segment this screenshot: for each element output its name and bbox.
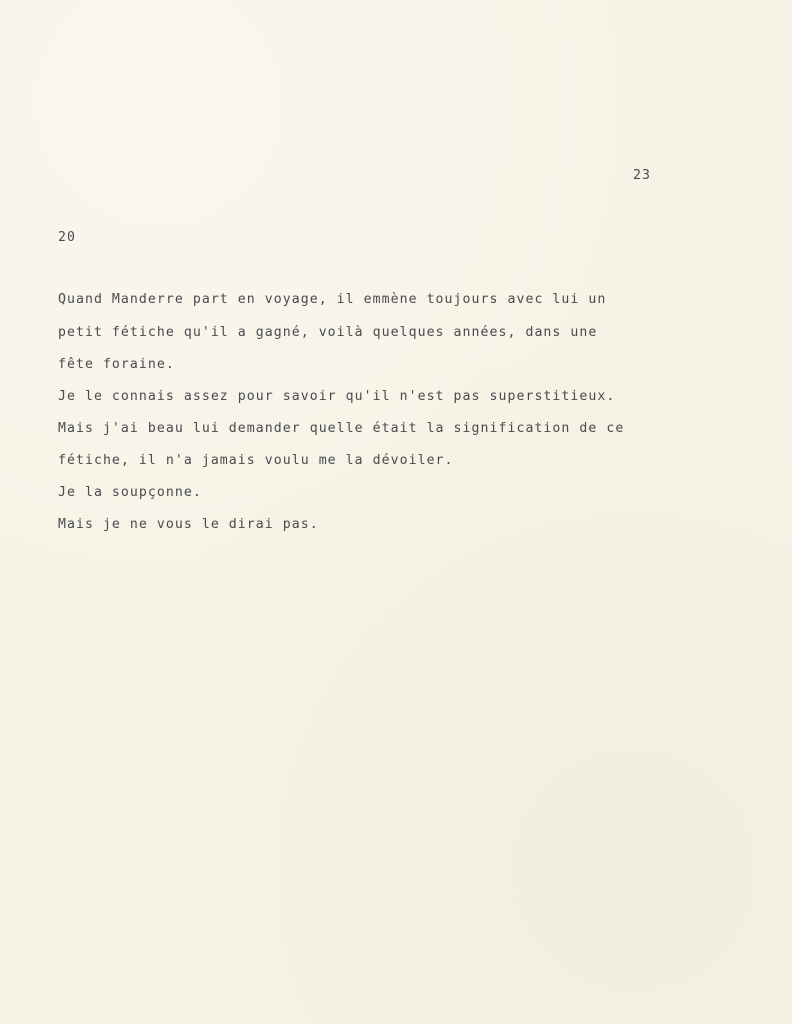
text-line: Mais je ne vous le dirai pas.: [58, 517, 319, 532]
text-line: Quand Manderre part en voyage, il emmène toujours avec lui un: [58, 292, 607, 307]
body-text: [58, 292, 625, 532]
section-number: 20: [58, 230, 76, 245]
text-line: fétiche, il n'a jamais voulu me la dévoiler.: [58, 453, 454, 468]
text-line: petit fétiche qu'il a gagné, voilà quelques années, dans une: [58, 325, 598, 340]
text-line: Mais j'ai beau lui demander quelle était la signification de ce: [58, 421, 625, 436]
page-number: 23: [633, 168, 651, 183]
text-line: fête foraine.: [58, 357, 175, 372]
text-line: Je la soupçonne.: [58, 485, 202, 500]
text-line: Je le connais assez pour savoir qu'il n'est pas superstitieux.: [58, 389, 616, 404]
